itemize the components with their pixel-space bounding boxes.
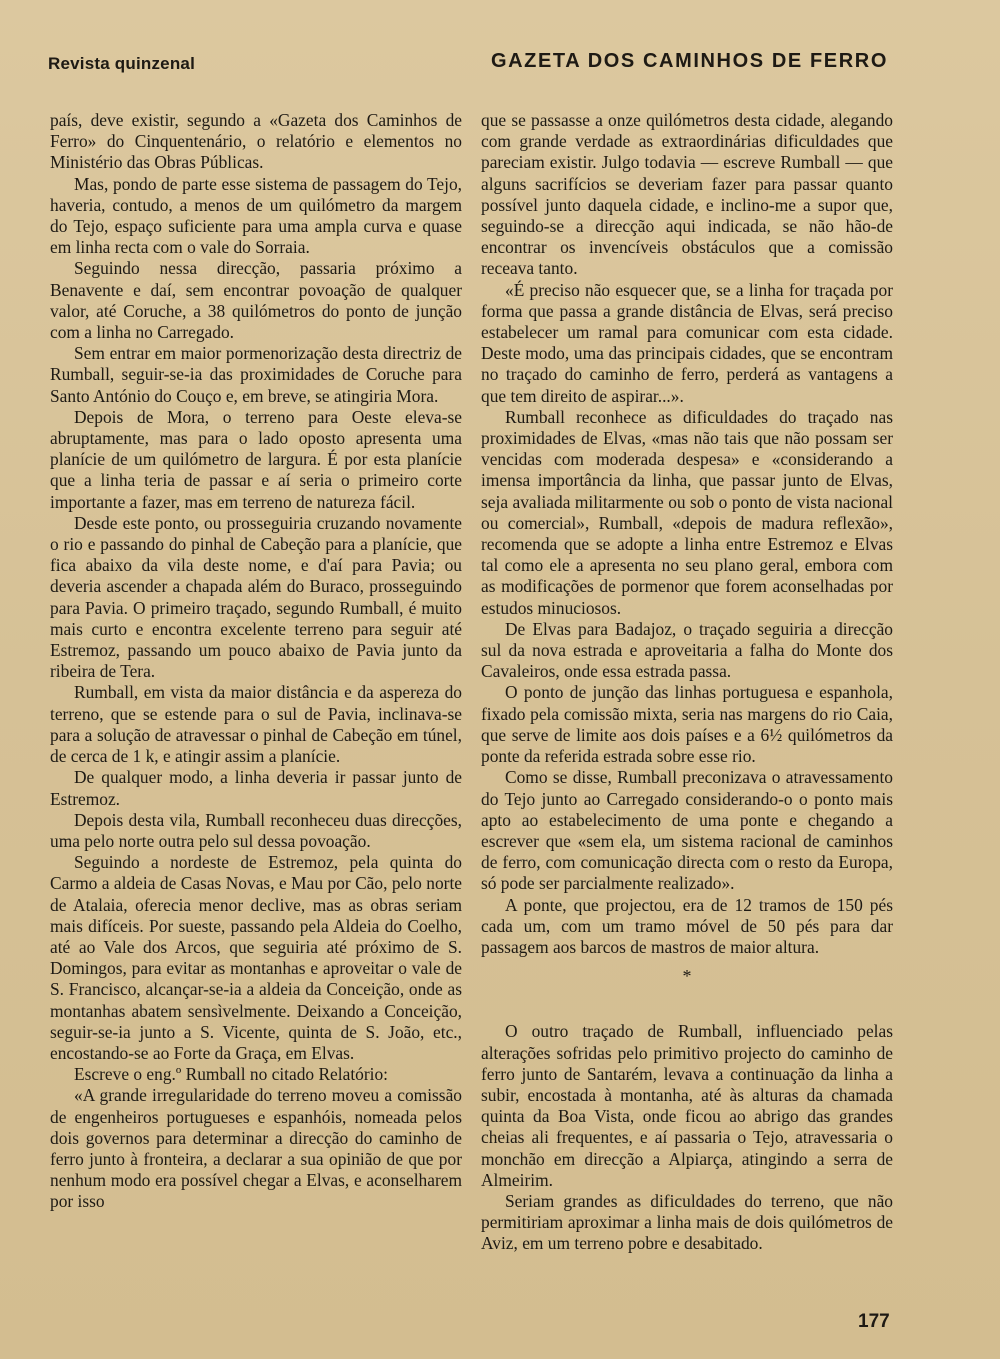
paragraph: De qualquer modo, a linha deveria ir passar junto de Estremoz. <box>50 767 462 809</box>
paragraph: Seguindo a nordeste de Estremoz, pela quinta do Carmo a aldeia de Casas Novas, e Mau por Cão, pelo norte de Atalaia, oferecia menor declive, mas as obras seriam mais difíceis. Por sueste, passando pela Aldeia do Coelho, até ao Vale dos Arcos, que seguiria até próximo de S. Domingos, para evitar as montanhas e aproveitar o vale de S. Francisco, alcançar-se-ia a aldeia da Conceição, onde as montanhas abatem sensìvelmente. Deixando a Conceição, seguir-se-ia junto a S. Vicente, quinta de S. João, etc., encostando-se ao Forte da Graça, em Elvas. <box>50 852 462 1063</box>
paragraph: Depois de Mora, o terreno para Oeste eleva-se abruptamente, mas para o lado oposto apresenta uma planície de um quilómetro de largura. É por esta planície que a linha teria de passar e aí seria o primeiro corte importante a fazer, mas em terreno de natureza fácil. <box>50 406 462 512</box>
paragraph: Seguindo nessa direcção, passaria próximo a Benavente e daí, sem encontrar povoação de qualquer valor, até Coruche, a 38 quilómetros do ponto de junção com a linha no Carregado. <box>50 258 462 343</box>
paragraph: país, deve existir, segundo a «Gazeta dos Caminhos de Ferro» do Cinquentenário, o relatório e elementos no Ministério das Obras Públicas. <box>50 110 462 173</box>
paragraph: Desde este ponto, ou prosseguiria cruzando novamente o rio e passando do pinhal de Cabeção para a planície, que fica abaixo da vila deste nome, e d'aí para Pavia; ou deveria ascender a chapada além do Buraco, prosseguindo para Pavia. O primeiro traçado, segundo Rumball, é muito mais curto e encontra excelente terreno para seguir até Estremoz, passando um pouco abaixo de Pavia junto da ribeira de Tera. <box>50 512 462 682</box>
paragraph: que se passasse a onze quilómetros desta cidade, alegando com grande verdade as extraordinárias dificuldades que pareciam existir. Julgo todavia — escreve Rumball — que alguns sacrifícios se deveriam fazer para passar quanto possível junto daquela cidade, e inclino-me a supor que, seguindo-se a direcção aqui indicada, se não hão-de encontrar os invencíveis obstáculos que a comissão receava tanto. <box>481 110 893 279</box>
page-number: 177 <box>858 1311 890 1332</box>
paragraph: Depois desta vila, Rumball reconheceu duas direcções, uma pelo norte outra pelo sul dessa povoação. <box>50 809 462 851</box>
paragraph: «A grande irregularidade do terreno moveu a comissão de engenheiros portugueses e espanhóis, nomeada pelos dois governos para determinar a direcção do caminho de ferro junto à fronteira, a declarar a sua opinião de que por nenhum modo era possível chegar a Elvas, e aconselharem por isso <box>50 1085 462 1212</box>
right-column <box>481 110 893 1255</box>
paragraph: O ponto de junção das linhas portuguesa e espanhola, fixado pela comissão mixta, seria nas margens do rio Caia, que serve de limite aos dois países e a 6½ quilómetros da ponte da referida estrada sobre esse rio. <box>481 682 893 767</box>
paragraph: Mas, pondo de parte esse sistema de passagem do Tejo, haveria, contudo, a menos de um quilómetro da margem do Tejo, espaço suficiente para uma ampla curva e quase em linha recta com o vale do Sorraia. <box>50 173 462 258</box>
left-column <box>50 110 462 1213</box>
paragraph: Sem entrar em maior pormenorização desta directriz de Rumball, seguir-se-ia das proximidades de Coruche para Santo António do Couço e, em breve, se atingiria Mora. <box>50 343 462 406</box>
paragraph: «É preciso não esquecer que, se a linha for traçada por forma que passa a grande distância de Elvas, será preciso estabelecer um ramal para comunicar com esta cidade. Deste modo, uma das principais cidades, que se encontram no traçado do caminho de ferro, perderá as vantagens a que tem direito de aspirar...». <box>481 279 893 406</box>
section-separator: * <box>682 966 692 987</box>
header-journal-title: GAZETA DOS CAMINHOS DE FERRO <box>490 50 888 72</box>
header-periodicity: Revista quinzenal <box>48 54 195 73</box>
paragraph: De Elvas para Badajoz, o traçado seguiria a direcção sul da nova estrada e aproveitaria a falha do Monte dos Cavaleiros, onde essa estrada passa. <box>481 618 893 682</box>
paragraph: Rumball reconhece as dificuldades do traçado nas proximidades de Elvas, «mas não tais que não possam ser vencidas com moderada despesa» e «considerando a imensa importância da linha, que passar junto de Elvas, seja avaliada militarmente ou sob o ponto de vista nacional ou comercial», Rumball, «depois de madura reflexão», recomenda que se adopte a linha entre Estremoz e Elvas tal como ele a apresenta no seu plano geral, embora com as modificações de pormenor que forem aconselhadas por estudos minuciosos. <box>481 406 893 618</box>
paragraph: A ponte, que projectou, era de 12 tramos de 150 pés cada um, com um tramo móvel de 50 pés para dar passagem aos barcos de mastros de maior altura. <box>481 894 893 957</box>
paragraph: Rumball, em vista da maior distância e da aspereza do terreno, que se estende para o sul de Pavia, inclinava-se para a solução de atravessar o pinhal de Cabeção em túnel, de cerca de 1 k, e atingir assim a planície. <box>50 682 462 767</box>
paragraph: O outro traçado de Rumball, influenciado pelas alterações sofridas pelo primitivo projecto do caminho de ferro junto de Santarém, levava a continuação da linha a subir, encostada à montanha, até às alturas da chamada quinta da Boa Vista, onde ficou ao abrigo das grandes cheias ali frequentes, e aí passaria o Tejo, atravessaria o monchão em direcção a Alpiarça, atingindo a serra de Almeirim. <box>481 1021 893 1190</box>
running-header <box>48 50 888 80</box>
paragraph: Escreve o eng.º Rumball no citado Relatório: <box>74 1064 388 1085</box>
paragraph: Como se disse, Rumball preconizava o atravessamento do Tejo junto ao Carregado considerando-o o ponto mais apto ao estabelecimento de uma ponte e chegando a escrever que «sem ela, um sistema racional de caminhos de ferro, com comunicação directa com o resto da Europa, só pode ser parcialmente realizado». <box>481 767 893 894</box>
paragraph: Seriam grandes as dificuldades do terreno, que não permitiriam aproximar a linha mais de dois quilómetros de Aviz, em um terreno pobre e desabitado. <box>481 1190 893 1254</box>
